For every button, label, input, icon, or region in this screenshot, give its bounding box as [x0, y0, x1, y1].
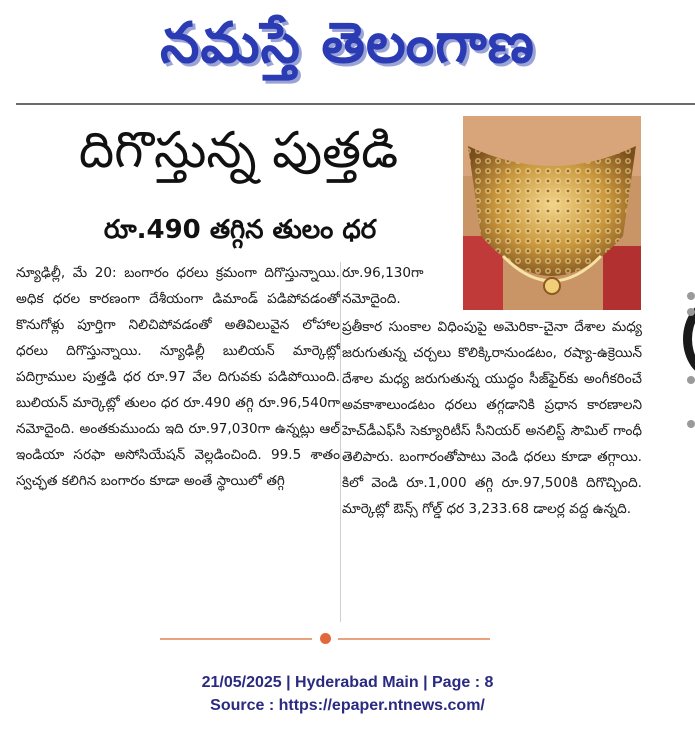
footer: [0, 655, 695, 736]
article-headline: దిగొస్తున్న పుత్తడి: [78, 121, 399, 179]
bullet-dot: [687, 308, 695, 316]
masthead-rule: [16, 103, 695, 105]
article-column-1: న్యూఢిల్లీ, మే 20: బంగారం ధరలు క్రమంగా దిగొస్తున్నాయి. అధిక ధరల కారణంగా దేశీయంగా డిమాండ్ పడిపోవడంతో కొనుగోళ్లు పూర్తిగా నిలిచిపోవడంతో అతివిలువైన లోహాల ధరలు దిగొస్తున్నాయి. న్యూఢిల్లీ బులియన్ మార్కెట్లో పదిగ్రాముల పుత్తడి ధర రూ.97 వేల దిగువకు పడిపోయింది. బులియన్ మార్కెట్లో తులం ధర రూ.490 తగ్గి రూ.96,540గా నమోదైంది. అంతకుముందు ఇది రూ.97,030గా ఉన్నట్లు ఆల్ ఇండియా సరఫా అసోసియేషన్ వెల్లడించింది. 99.5 శాతం స్వచ్ఛత కలిగిన బంగారం కూడా అంతే స్థాయిలో తగ్గి: [16, 265, 340, 489]
adjacent-article-edge: [663, 110, 695, 630]
gold-necklace-photo: [463, 116, 641, 310]
bullet-dot: [687, 420, 695, 428]
section-divider-ornament: [160, 636, 490, 642]
masthead: [0, 0, 695, 95]
bullet-dot: [687, 292, 695, 300]
column-divider: [340, 262, 341, 622]
masthead-title: నమస్తే తెలంగాణ: [160, 11, 535, 76]
footer-source[interactable]: Source : https://epaper.ntnews.com/: [210, 697, 485, 714]
bullet-dot: [687, 376, 695, 384]
article-column-2-top: రూ.96,130గా నమోదైంది.: [342, 265, 424, 307]
article-subheadline: రూ.490 తగ్గిన తులం ధర: [103, 215, 377, 245]
article-column-2: ప్రతీకార సుంకాల విధింపుపై అమెరికా-చైనా దేశాల మధ్య జరుగుతున్న చర్చలు కొలిక్కిరానుండటం, రష్యా-ఉక్రెయిన్ దేశాల మధ్య జరుగుతున్న యుద్ధం సీజ్‌ఫైర్‌కు అంగీకరించే అవకాశాలుండటం ధరలు తగ్గడానికి ప్రధాన కారణాలని హెచ్‌డీఎఫ్‌సీ సెక్యూరిటీస్ సీనియర్ అనలిస్ట్ సౌమిల్ గాంధీ తెలిపారు. బంగారంతోపాటు వెండి ధరలు కూడా తగ్గాయి. కిలో వెండి రూ.1,000 తగ్గి రూ.97,500కి దిగొచ్చింది. మార్కెట్లో ఔన్స్ గోల్డ్ ధర 3,233.68 డాలర్ల వద్ద ఉన్నది.: [342, 319, 642, 517]
footer-edition-info: 21/05/2025 | Hyderabad Main | Page : 8: [201, 674, 494, 691]
